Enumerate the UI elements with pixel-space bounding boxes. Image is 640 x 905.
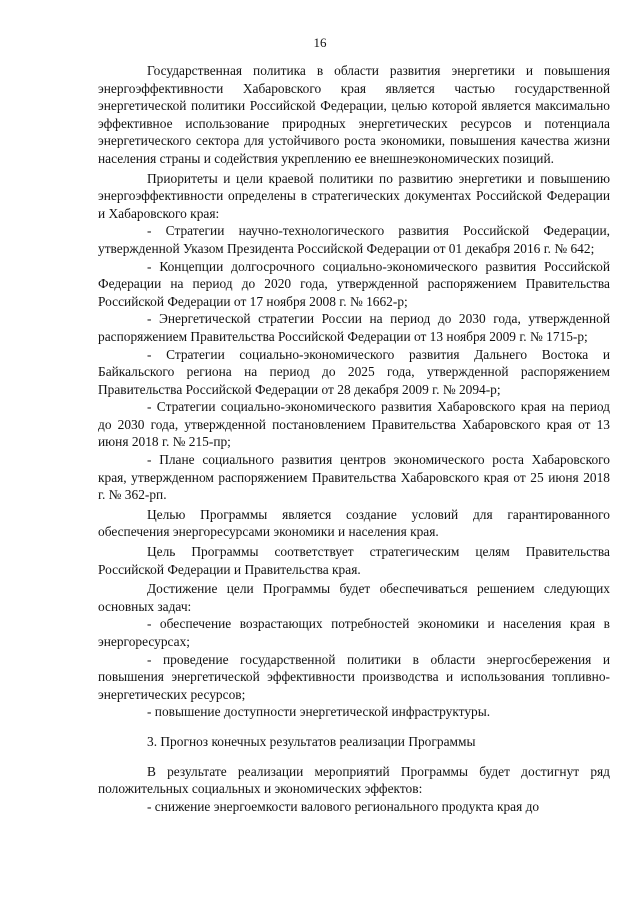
paragraph-results-intro: В результате реализации мероприятий Программы будет достигнут ряд положительных социальных и экономических эффектов: [98, 763, 610, 797]
list-item-khabarovsk-strategy: - Стратегии социально-экономического развития Хабаровского края на период до 2030 года, утвержденной постановлением Правительства Хабаровского края от 13 июня 2018 г. № 215-пр; [98, 399, 610, 450]
list-item-far-east-strategy: - Стратегии социально-экономического развития Дальнего Востока и Байкальского региона на период до 2025 года, утвержденной распоряжением Правительства Российской Федерации от 28 декабря 2009 г. № 2094-р; [98, 346, 610, 397]
list-item-longterm-concept: - Концепции долгосрочного социально-экономического развития Российской Федерации на период до 2020 года, утвержденной распоряжением Правительства Российской Федерации от 17 ноября 2008 г. № 1662-р; [98, 258, 610, 309]
paragraph-state-policy: Государственная политика в области развития энергетики и повышения энергоэффективности Хабаровского края является частью государственной энергетической политики Российской Федерации, целью которой является максимально эффективное использование природных энергетических ресурсов и потенциала энергетического сектора для устойчивого роста экономики, повышения качества жизни населения страны и содействия укреплению ее внешнеэкономических позиций. [98, 63, 610, 166]
list-item-energy-intensity: - снижение энергоемкости валового регионального продукта края до [147, 798, 540, 814]
list-item-growth-centers-plan: - Плане социального развития центров экономического роста Хабаровского края, утвержденном распоряжением Правительства Хабаровского края от 25 июня 2018 г. № 362-рп. [98, 452, 610, 503]
section-heading: 3. Прогноз конечных результатов реализации Программы [147, 733, 476, 749]
paragraph-program-goal: Целью Программы является создание условий для гарантированного обеспечения энергоресурсами экономики и населения края. [98, 506, 610, 540]
document-body [98, 62, 610, 815]
paragraph-goal-alignment: Цель Программы соответствует стратегическим целям Правительства Российской Федерации и Правительства края. [98, 544, 610, 577]
list-item-task-infrastructure: - повышение доступности энергетической инфраструктуры. [147, 704, 491, 720]
list-item-science-strategy: - Стратегии научно-технологического развития Российской Федерации, утвержденной Указом Президента Российской Федерации от 01 декабря 2016 г. № 642; [98, 223, 610, 256]
paragraph-tasks-intro: Достижение цели Программы будет обеспечиваться решением следующих основных задач: [98, 581, 610, 614]
page-number: 16 [313, 35, 327, 50]
list-item-task-needs: - обеспечение возрастающих потребностей экономики и населения края в энергоресурсах; [98, 616, 610, 649]
list-item-energy-strategy: - Энергетической стратегии России на период до 2030 года, утвержденной распоряжением Правительства Российской Федерации от 13 ноября 2009 г. № 1715-р; [98, 311, 610, 344]
list-item-task-efficiency: - проведение государственной политики в области энергосбережения и повышения энергетической эффективности производства и использования топливно-энергетических ресурсов; [98, 651, 610, 702]
paragraph-priorities: Приоритеты и цели краевой политики по развитию энергетики и повышению энергоэффективности определены в стратегических документах Российской Федерации и Хабаровского края: [98, 170, 610, 221]
